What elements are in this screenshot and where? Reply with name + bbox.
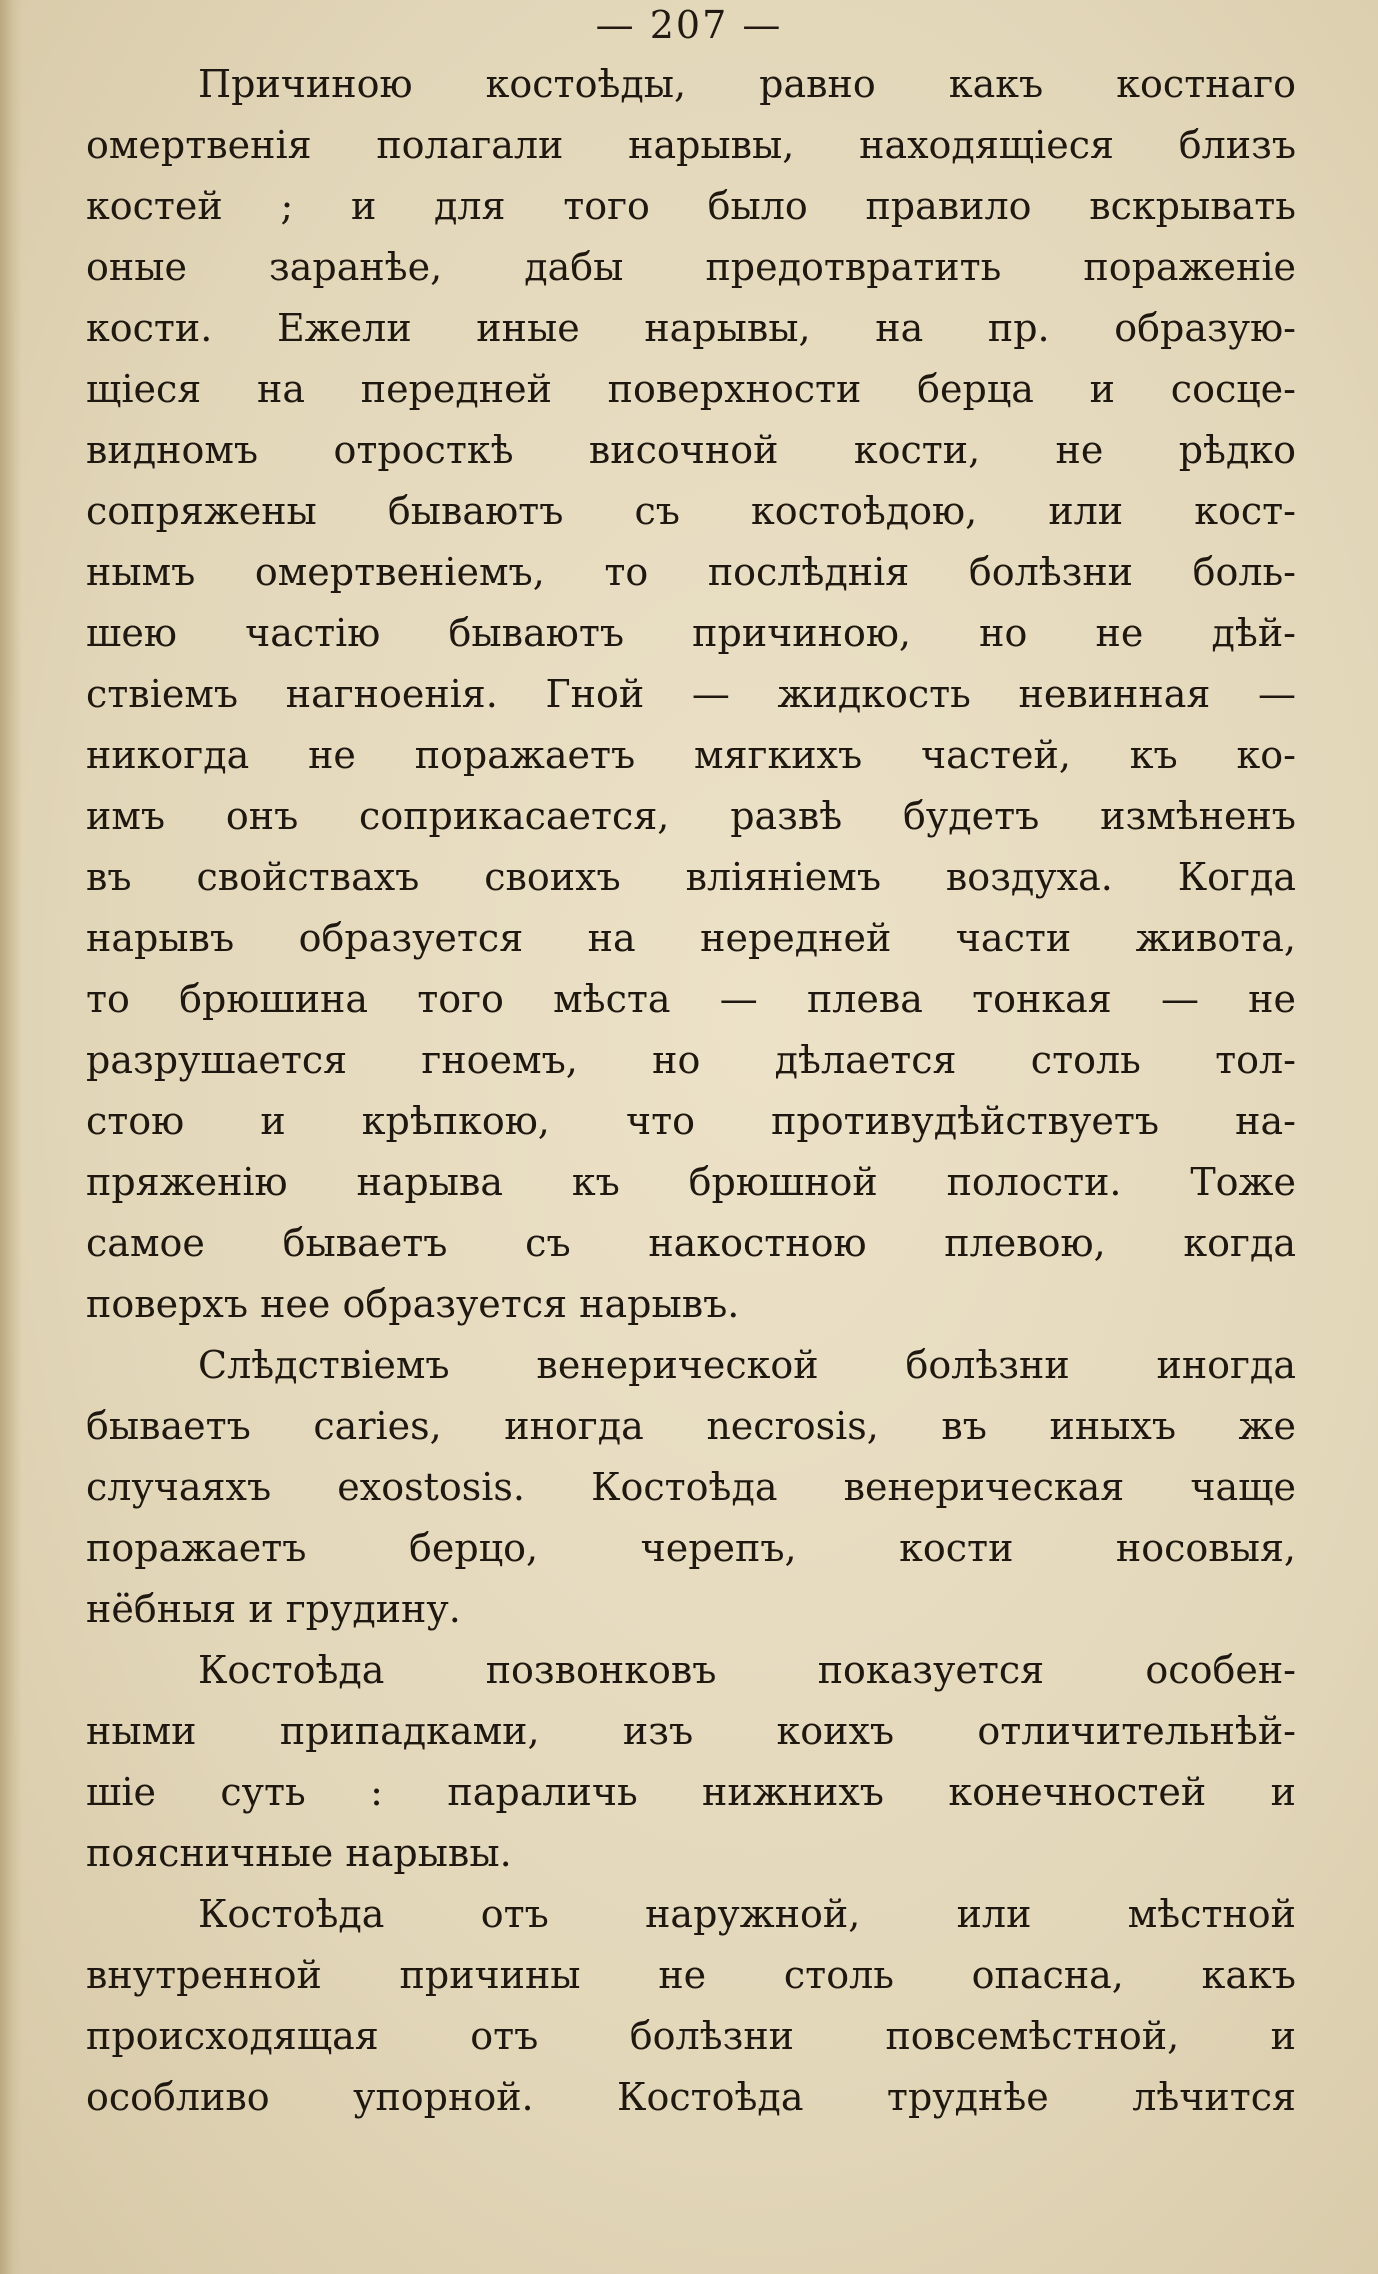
text-line: ствіемъ нагноенія. Гной — жидкость невинная — <box>86 672 1296 716</box>
text-line: сопряжены бываютъ съ костоѣдою, или кост- <box>86 489 1296 533</box>
body-text <box>86 54 1296 2128</box>
text-line: бываетъ caries, иногда necrosis, въ иныхъ же <box>86 1404 1296 1448</box>
text-line: никогда не поражаетъ мягкихъ частей, къ ко- <box>86 733 1296 777</box>
text-line: поясничные нарывы. <box>86 1831 512 1875</box>
text-line: то брюшина того мѣста — плева тонкая — не <box>86 977 1296 1021</box>
text-line: особливо упорной. Костоѣда труднѣе лѣчится <box>86 2075 1296 2119</box>
text-line: щіеся на передней поверхности берца и сосце- <box>86 367 1296 411</box>
text-line: въ свойствахъ своихъ вліяніемъ воздуха. Когда <box>86 855 1296 899</box>
text-line: кости. Ежели иные нарывы, на пр. образую- <box>86 306 1296 350</box>
text-line: поражаетъ берцо, черепъ, кости носовыя, <box>86 1526 1296 1570</box>
text-line: поверхъ нее образуется нарывъ. <box>86 1282 740 1326</box>
text-line: шіе суть : параличь нижнихъ конечностей и <box>86 1770 1296 1814</box>
text-line: пряженію нарыва къ брюшной полости. Тоже <box>86 1160 1296 1204</box>
text-line: нёбныя и грудину. <box>86 1587 461 1631</box>
text-line: случаяхъ exostosis. Костоѣда венерическая чаще <box>86 1465 1296 1509</box>
text-line: Костоѣда позвонковъ показуется особен- <box>198 1648 1296 1692</box>
text-line: внутренной причины не столь опасна, какъ <box>86 1953 1296 1997</box>
text-line: Костоѣда отъ наружной, или мѣстной <box>198 1892 1296 1936</box>
text-line: Причиною костоѣды, равно какъ костнаго <box>198 62 1296 106</box>
text-line: шею частію бываютъ причиною, но не дѣй- <box>86 611 1296 655</box>
page-number: — 207 — <box>595 3 783 47</box>
text-line: стою и крѣпкою, что противудѣйствуетъ на- <box>86 1099 1296 1143</box>
text-line: Слѣдствіемъ венерической болѣзни иногда <box>198 1343 1296 1387</box>
text-line: разрушается гноемъ, но дѣлается столь тол- <box>86 1038 1296 1082</box>
text-line: видномъ отросткѣ височной кости, не рѣдко <box>86 428 1296 472</box>
text-line: омертвенія полагали нарывы, находящіеся близъ <box>86 123 1296 167</box>
page-gutter <box>0 0 22 2274</box>
text-line: нымъ омертвеніемъ, то послѣднія болѣзни боль- <box>86 550 1296 594</box>
text-line: костей ; и для того было правило вскрывать <box>86 184 1296 228</box>
text-line: нарывъ образуется на нередней части живота, <box>86 916 1296 960</box>
text-line: оные заранѣе, дабы предотвратить пораженіе <box>86 245 1296 289</box>
text-line: имъ онъ соприкасается, развѣ будетъ измѣненъ <box>86 794 1296 838</box>
text-line: самое бываетъ съ накостною плевою, когда <box>86 1221 1296 1265</box>
text-line: ными припадками, изъ коихъ отличительнѣй- <box>86 1709 1296 1753</box>
text-line: происходящая отъ болѣзни повсемѣстной, и <box>86 2014 1296 2058</box>
